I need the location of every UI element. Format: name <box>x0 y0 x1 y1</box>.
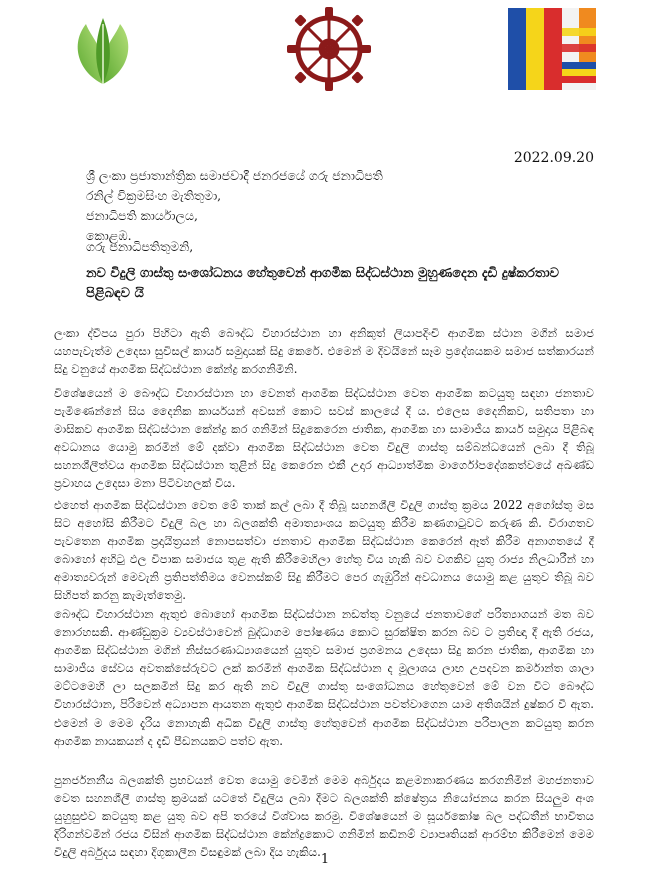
body-paragraph: පුනර්ජනනීය බලශක්ති ප්‍රභවයන් වෙත යොමු වෙමින් මෙම අර්බුදය කළමනාකරණය කරගනිමින් මහජනතාව වෙත සහනශීලී ගාස්තු ක්‍රමයක් යටතේ විදුලිය ලබා දීමට බලශක්ති ක්ෂේත්‍රය නියෝජනය කරන සියලුම අංශ යුහුසුළුව කටයුතු කළ යුතු බව අපි තරයේ විශ්වාස කරමු. විශේෂයෙන් ම සූර්යකෝෂ බල පද්ධතීන් භාවිතය දිරිගන්වමින් රජය විසින් ආගමික සිද්ධස්ථාන කේන්ද්‍රකොට ගනිමින් කඩිනම් ව්‍යාපෘතියක් ආරම්භ කිරීමෙන් මෙම විදුලි අර්බුදය සඳහා දිගුකාලීන විසඳුමක් ලබා දිය හැකිය. <box>54 773 594 860</box>
leaf-logo-icon <box>62 10 144 92</box>
recipient-line: රනිල් වික්‍රමසිංහ මැතිතුමා, <box>86 188 222 203</box>
dharma-wheel-icon <box>286 6 372 92</box>
page-number: 1 <box>320 852 330 867</box>
letter-subject: නව විදුලි ගාස්තු සංශෝධනය හේතුවෙන් ආගමික සිද්ධස්ථාන මුහුණදෙන දැඩි දුෂ්කරතාව පිළිබඳව යි <box>86 266 559 301</box>
body-paragraph: ලංකා ද්වීපය පුරා පිහිටා ඇති බෞද්ධ විහාරස්ථාන හා අනිකුත් ලියාපදිංචි ආගමික ස්ථාන මගින් සමාජ යහපැවැත්ම උදෙසා සුවිසල් කාර්ය සමුදායක් සිදු කෙරේ. එමෙන් ම දිවයිනේ සෑම ප්‍රදේශයකම සමාජ සත්කාරයන් සිදු වනුයේ ආගමික සිද්ධස්ථාන කේන්ද්‍ර කරගනිමිනි. <box>54 326 594 377</box>
body-paragraph: විශේෂයෙන් ම බෞද්ධ විහාරස්ථාන හා වෙනත් ආගමික සිද්ධස්ථාන වෙත ආගමික කටයුතු සඳහා ජනතාව පැමිණෙන්නේ සිය දෛනික කාර්යයන් අවසන් කොට සවස් කාලයේ දී ය. එලෙස දෛනිකව, සතිපතා හා මාසිකව ආගමික සිද්ධස්ථාන කේන්ද්‍ර කර ගනිමින් සිදුකෙරෙන ජාතික, ආගමික හා සාමාජීය කාර්ය සමුදාය පිළිබඳ අවධානය යොමු කරමින් මේ දක්වා ආගමික සිද්ධස්ථාන වෙත විදුලි ගාස්තු සම්බන්ධයෙන් ලබා දී තිබූ සහනශීලීත්වය ආගමික සිද්ධස්ථාන තුළින් සිදු කෙරෙන එකී උදාර ආධ්‍යාත්මික මාර්ගෝපදේශකත්වයේ අඛණ්ඩ ප්‍රවාහය උදෙසා මනා පිටිවහලක් විය. <box>54 386 594 491</box>
recipient-line: ශ්‍රී ලංකා ප්‍රජාතාන්ත්‍රික සමාජවාදී ජනරජයේ ගරු ජනාධිපති <box>86 168 383 183</box>
buddhist-flag-icon <box>508 8 596 90</box>
salutation: ගරු ජනාධිපතිතුමනි, <box>86 239 194 254</box>
recipient-line: ජනාධිපති කාර්යාලය, <box>86 208 198 223</box>
body-paragraph: එහෙත් ආගමික සිද්ධස්ථාන වෙත මේ තාක් කල් ලබා දී තිබූ සහනශීලී විදුලි ගාස්තු ක්‍රමය 2022 අගෝස්තු මස සිට අහෝසි කිරීමට විදුලි බල හා බලශක්ති අමාත්‍යාංශය කටයුතු කිරීම කණගාටුවට කරුණ කි. විරාගතව පැවතෙන ආගමික ප්‍රදායිත්‍රයන් නොපසත්වා ජනතාව ආගමික සිද්ධස්ථාන කෙරෙන් ඈත් කිරීම අනාගතයේ දී බොහෝ අහිටු ඵල විපාක සමාජය තුළ ඇති කිරීමෙහිලා හේතු විය හැකි බව වගකිව යුතු රාජ්‍ය නිලධාරීන් හා අමාත්‍යවරුන් මෙවැනි ප්‍රතිපත්තිමය වෙනස්කම් සිදු කිරීමට පෙර ගැඹුරින් අවධානය යොමු කළ යුතුව තිබූ බව සිහිපත් කරනු කැමැත්තෙමු. <box>54 498 594 603</box>
recipient-address <box>86 166 383 246</box>
recipient-line: කොළඹ. <box>86 228 132 243</box>
body-paragraph: බෞද්ධ විහාරස්ථාන ඇතුළු බොහෝ ආගමික සිද්ධස්ථාන නඩත්තු වනුයේ ජනතාවගේ පරිත්‍යාගයන් මත බව නොරහසකි. ආණ්ඩුක්‍රම ව්‍යවස්ථාවෙන් බුද්ධාගම පෝෂණය කොට සුරක්ෂිත කරන බව ට ප්‍රතිඥා දී ඇති රජය, ආගමික සිද්ධස්ථාන මගින් නිස්සරණාධ්‍යාශයෙන් යුතුව සමාජ ප්‍රගමනය උදෙසා සිදු කරන ජාතික, ආගමික හා සාමාජීය සේවය අවතක්සේරුවට ලක් කරමින් ආගමික සිද්ධස්ථාන ද මූලාශය ලාභ උපදවන කර්මාන්ත ශාලා මට්ටමෙහි ලා සලකමින් සිදු කර ඇති නව විදුලි ගාස්තු සංශෝධනය හේතුවෙන් මේ වන විට බෞද්ධ විහාරස්ථාන, පිරිවෙන් අධ්‍යාපන ආයතන ඇතුළු ආගමික සිද්ධස්ථාන පවත්වාගෙන යාම අතිශයින් දුෂ්කර වී ඇත. එමෙන් ම මෙම දැරිය නොහැකි අධික විදුලි ගාස්තු හේතුවෙන් ආගමික සිද්ධස්ථාන පරිපාලන කටයුතු කරන ආගමික නායකයන් ද දැඩි පීඩනයකට පත්ව ඇත. <box>54 607 594 748</box>
letter-date: 2022.09.20 <box>513 150 594 166</box>
